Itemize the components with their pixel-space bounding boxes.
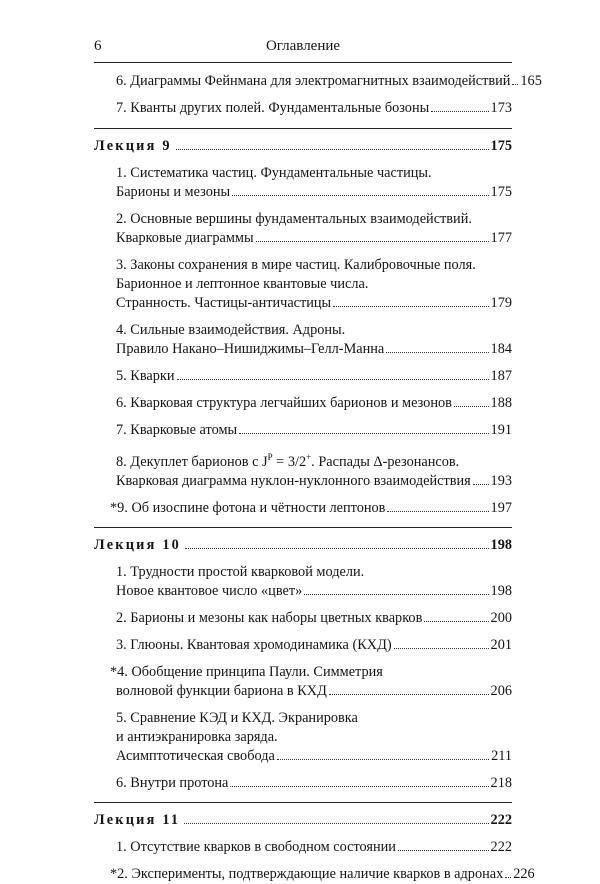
entry-page-number: 222: [490, 838, 512, 855]
entry-page-number: 201: [490, 636, 512, 653]
entry-title-line: 8. Декуплет барионов с $J^P = 3/2^+$. Распады Δ-резонансов.: [116, 452, 460, 470]
toc-entry: [94, 709, 512, 766]
section-divider: [94, 527, 512, 528]
entry-page-number: 187: [490, 368, 512, 384]
toc-entry: [94, 210, 512, 248]
entry-title-line: 6. Диаграммы Фейнмана для электромагнитных взаимодействий: [116, 73, 511, 89]
lecture-page-number: 222: [490, 811, 512, 828]
entry-page-number: 200: [490, 609, 512, 626]
lecture-heading: [94, 536, 512, 555]
entry-title-line: 6. Внутри протона: [116, 774, 229, 791]
entry-title-line: *9. Об изоспине фотона и чётности лептонов: [110, 499, 386, 516]
toc-group-continued: [94, 72, 542, 118]
entry-title-line: и антиэкранировка заряда.: [116, 728, 278, 745]
entry-title-line: Правило Накано–Нишиджимы–Гелл-Манна: [116, 341, 385, 357]
entry-title-line: *2. Эксперименты, подтверждающие наличие кварков в адронах: [110, 865, 504, 882]
dot-leader: [304, 594, 488, 595]
dot-leader: [473, 484, 489, 485]
toc-entry: [94, 164, 512, 202]
toc-entry: [94, 774, 512, 793]
toc-entry: [94, 663, 512, 701]
dot-leader: [394, 648, 489, 649]
entry-page-number: 211: [491, 747, 512, 764]
entry-title-line: Кварковая диаграмма нуклон-нуклонного взаимодействия: [116, 472, 471, 489]
entry-title-line: Барионное и лептонное квантовые числа.: [116, 276, 369, 292]
entry-title-line: 1. Систематика частиц. Фундаментальные частицы.: [116, 165, 432, 181]
toc-entry: [94, 609, 512, 628]
table-of-contents: [94, 72, 542, 884]
dot-leader: [398, 850, 489, 851]
entry-page-number: 179: [490, 295, 512, 311]
entry-page-number: 218: [490, 774, 512, 791]
entry-title-line: Новое квантовое число «цвет»: [116, 582, 303, 599]
dot-leader: [431, 111, 488, 112]
dot-leader: [329, 694, 489, 695]
toc-entry: [94, 448, 512, 491]
dot-leader: [454, 406, 489, 407]
entry-page-number: 175: [490, 184, 512, 200]
dot-leader: [277, 759, 489, 760]
entry-title-line: 4. Сильные взаимодействия. Адроны.: [116, 322, 346, 338]
toc-entry: [94, 367, 512, 386]
dot-leader: [512, 84, 518, 85]
page-number: 6: [94, 38, 102, 54]
entry-title-line: 6. Кварковая структура легчайших барионов и мезонов: [116, 395, 452, 411]
entry-title-line: 1. Отсутствие кварков в свободном состоянии: [116, 838, 396, 855]
dot-leader: [239, 433, 488, 434]
dot-leader: [333, 306, 488, 307]
entry-page-number: 184: [490, 341, 512, 357]
lecture-title: Лекция 11: [94, 811, 181, 828]
page-header: [94, 38, 512, 60]
entry-title-line: 7. Кванты других полей. Фундаментальные бозоны: [116, 100, 430, 116]
toc-entry: [94, 321, 512, 359]
dot-leader: [232, 195, 488, 196]
entry-title-line: 1. Трудности простой кварковой модели.: [116, 563, 365, 580]
entry-title-line: 2. Основные вершины фундаментальных взаимодействий.: [116, 211, 472, 227]
dot-leader: [185, 548, 489, 549]
entry-title-line: Странность. Частицы-античастицы: [116, 295, 332, 311]
toc-entry: [94, 838, 512, 857]
entry-page-number: 198: [490, 582, 512, 599]
toc-entry: [94, 421, 512, 440]
entry-title-line: 5. Кварки: [116, 368, 175, 384]
dot-leader: [176, 149, 489, 150]
running-title: Оглавление: [265, 38, 341, 54]
entry-page-number: 188: [490, 395, 512, 411]
lecture-page-number: 198: [490, 536, 512, 553]
entry-page-number: 165: [520, 73, 542, 89]
lecture-heading: [94, 137, 512, 156]
entry-page-number: 191: [490, 422, 512, 438]
entry-title-line: 5. Сравнение КЭД и КХД. Экранировка: [116, 709, 358, 726]
dot-leader: [230, 786, 488, 787]
dot-leader: [424, 621, 488, 622]
lecture-title: Лекция 9: [94, 138, 172, 154]
toc-entry: [94, 99, 512, 118]
dot-leader: [387, 511, 488, 512]
header-rule: [94, 62, 512, 63]
entry-title-line: 3. Глюоны. Квантовая хромодинамика (КХД): [116, 636, 392, 653]
entry-title-line: волновой функции бариона в КХД: [116, 682, 327, 699]
toc-group-lecture-9: [94, 137, 512, 518]
lecture-page-number: 175: [490, 138, 512, 154]
toc-group-lecture-10: [94, 536, 512, 793]
entry-page-number: 226: [513, 865, 535, 882]
entry-page-number: 177: [490, 230, 512, 246]
entry-page-number: 173: [490, 100, 512, 116]
toc-entry: [94, 394, 512, 413]
dot-leader: [177, 379, 489, 380]
entry-title-line: Асимптотическая свобода: [116, 747, 275, 764]
section-divider: [94, 802, 512, 803]
entry-title-line: Барионы и мезоны: [116, 184, 231, 200]
entry-page-number: 206: [490, 682, 512, 699]
toc-entry: [94, 72, 542, 91]
toc-group-lecture-11: [94, 811, 535, 884]
toc-entry: [94, 256, 512, 313]
entry-title-line: 2. Барионы и мезоны как наборы цветных кварков: [116, 609, 423, 626]
toc-entry: [94, 865, 535, 884]
section-divider: [94, 128, 512, 129]
dot-leader: [184, 823, 488, 824]
entry-title-line: Кварковые диаграммы: [116, 230, 254, 246]
toc-entry: [94, 499, 512, 518]
entry-title-line: 7. Кварковые атомы: [116, 422, 238, 438]
toc-entry: [94, 563, 512, 601]
dot-leader: [386, 352, 488, 353]
entry-title-line: 3. Законы сохранения в мире частиц. Калибровочные поля.: [116, 257, 476, 273]
entry-page-number: 193: [490, 472, 512, 489]
toc-entry: [94, 636, 512, 655]
dot-leader: [505, 877, 511, 878]
lecture-heading: [94, 811, 512, 830]
entry-title-line: *4. Обобщение принципа Паули. Симметрия: [110, 663, 383, 680]
dot-leader: [256, 241, 489, 242]
entry-page-number: 197: [490, 499, 512, 516]
lecture-title: Лекция 10: [94, 536, 182, 553]
